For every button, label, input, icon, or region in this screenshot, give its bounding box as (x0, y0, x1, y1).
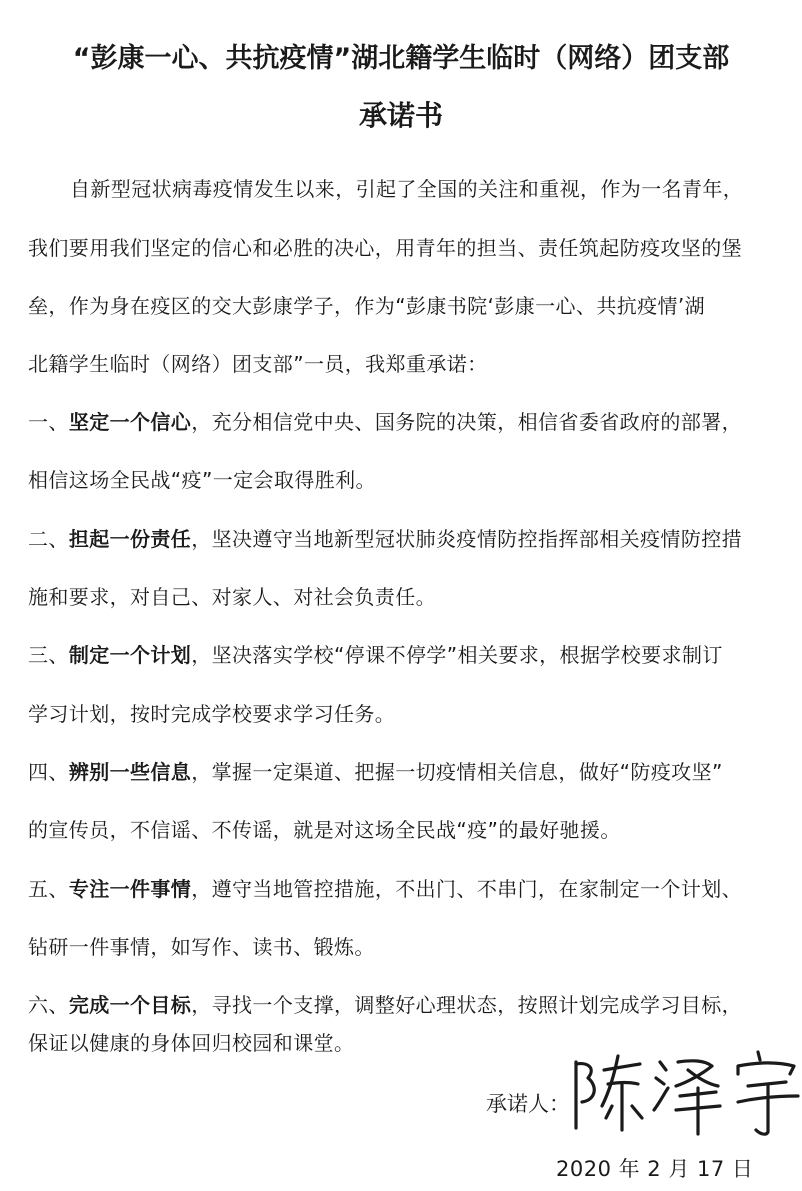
item-number: 一、 (28, 410, 69, 434)
document-title: “彭康一心、共抗疫情”湖北籍学生临时（网络）团支部 (72, 43, 730, 74)
commitment-item-1 (28, 407, 788, 437)
commitment-item-2-continued: 施和要求，对自己、对家人、对社会负责任。 (28, 585, 436, 609)
signer-label: 承诺人： (486, 1092, 570, 1116)
intro-line-2: 我们要用我们坚定的信心和必胜的决心，用青年的担当、责任筑起防疫攻坚的堡 (28, 236, 742, 260)
item-text: ，坚决落实学校“停课不停学”相关要求，根据学校要求制订 (191, 643, 723, 667)
item-text: ，寻找一个支撑，调整好心理状态，按照计划完成学习目标， (191, 993, 743, 1017)
item-text: ，充分相信党中央、国务院的决策，相信省委省政府的部署， (191, 410, 743, 434)
item-heading: 制定一个计划 (68, 643, 192, 667)
handwritten-signature (562, 1048, 802, 1138)
document-subtitle: 承诺书 (358, 99, 443, 132)
item-heading: 专注一件事情 (68, 877, 192, 901)
item-heading: 坚定一个信心 (68, 410, 192, 434)
commitment-item-5-continued: 钻研一件事情，如写作、读书、锻炼。 (28, 935, 375, 959)
commitment-item-4-continued: 的宣传员，不信谣、不传谣，就是对这场全民战“疫”的最好驰援。 (28, 818, 621, 842)
intro-line-1: 自新型冠状病毒疫情发生以来，引起了全国的关注和重视，作为一名青年， (70, 177, 744, 201)
item-number: 五、 (28, 877, 69, 901)
commitment-item-3-continued: 学习计划，按时完成学校要求学习任务。 (28, 702, 396, 726)
item-text: ，遵守当地管控措施，不出门、不串门，在家制定一个计划、 (191, 877, 743, 901)
item-heading: 辨别一些信息 (68, 760, 192, 784)
commitment-item-3 (28, 640, 788, 670)
item-text: ，坚决遵守当地新型冠状肺炎疫情防控指挥部相关疫情防控措 (191, 527, 743, 551)
item-heading: 担起一份责任 (68, 527, 192, 551)
commitment-item-6 (28, 990, 788, 1020)
commitment-item-2 (28, 524, 788, 554)
item-number: 六、 (28, 993, 69, 1017)
item-number: 四、 (28, 760, 69, 784)
signing-date: 2020 年 2 月 17 日 (556, 1157, 754, 1181)
item-text: ，掌握一定渠道、把握一切疫情相关信息，做好“防疫攻坚” (191, 760, 723, 784)
item-number: 二、 (28, 527, 69, 551)
item-number: 三、 (28, 643, 69, 667)
commitment-item-1-continued: 相信这场全民战“疫”一定会取得胜利。 (28, 468, 376, 492)
commitment-item-5 (28, 874, 788, 904)
commitment-item-4 (28, 757, 788, 787)
intro-line-4: 北籍学生临时（网络）团支部”一员，我郑重承诺： (28, 352, 488, 376)
commitment-item-6-continued: 保证以健康的身体回归校园和课堂。 (28, 1031, 355, 1055)
intro-line-3: 垒，作为身在疫区的交大彭康学子，作为“彭康书院‘彭康一心、共抗疫情’湖 (28, 294, 706, 318)
item-heading: 完成一个目标 (68, 993, 192, 1017)
